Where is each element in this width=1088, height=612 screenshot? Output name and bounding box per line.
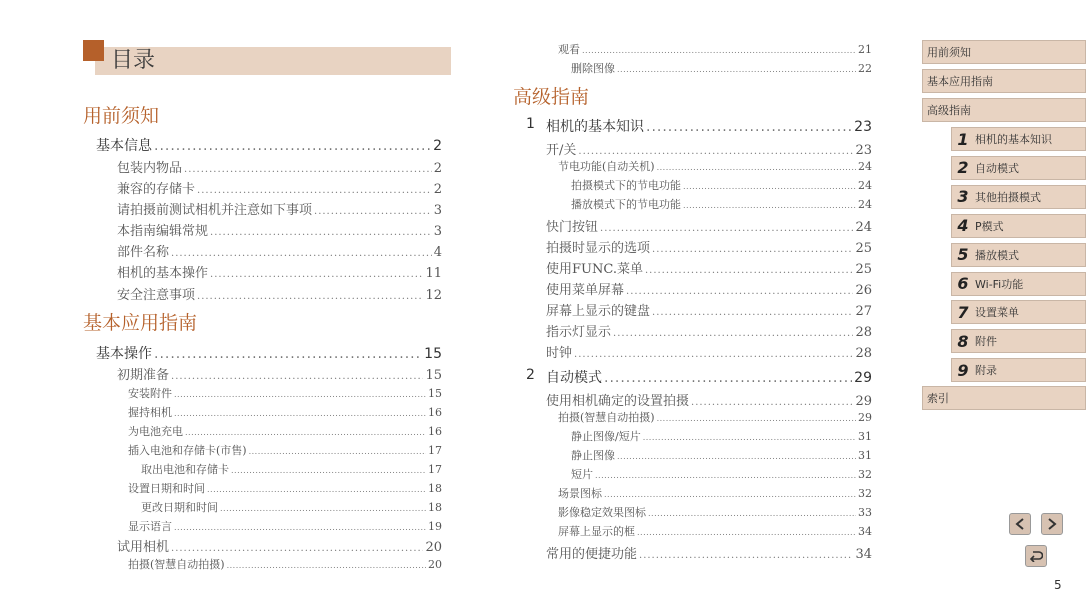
toc-basic-guide-entry[interactable] [117, 536, 442, 555]
toc-entry-title: 静止图像 [571, 449, 615, 462]
toc-entry-page: 2 [433, 182, 442, 197]
toc-entry-page: 17 [428, 463, 442, 476]
nav-chapter-number: 7 [957, 302, 969, 322]
toc-leader-dots [174, 523, 426, 532]
toc-chapter-2-entry[interactable] [558, 523, 872, 539]
section-heading-before-use[interactable]: 用前须知 [83, 105, 160, 127]
nav-chapter-number: 9 [957, 360, 969, 380]
toc-entry-page: 3 [433, 203, 442, 218]
toc-before-use-entry[interactable] [96, 135, 442, 155]
page-number: 5 [1054, 578, 1062, 592]
toc-leader-dots [617, 65, 856, 74]
toc-entry-title: 为电池充电 [128, 425, 183, 438]
toc-entry-page: 34 [858, 525, 872, 538]
toc-leader-dots [171, 371, 423, 382]
toc-leader-dots [174, 390, 426, 399]
toc-chapter-1-title: 相机的基本知识 [546, 119, 644, 135]
toc-entry-title: 使用相机确定的设置拍摄 [546, 394, 690, 409]
toc-entry-page: 3 [433, 224, 442, 239]
toc-entry-title: 拍摄(智慧自动拍摄) [558, 411, 655, 424]
toc-leader-dots [231, 466, 426, 475]
toc-entry-page: 28 [855, 325, 872, 340]
toc-before-use-entry[interactable] [117, 157, 442, 176]
toc-entry-page: 24 [858, 160, 872, 173]
toc-entry-title: 短片 [571, 468, 593, 481]
toc-entry-title: 初期准备 [117, 368, 170, 383]
toc-leader-dots [174, 409, 426, 418]
toc-before-use-entry[interactable] [117, 220, 442, 239]
toc-entry-page: 24 [855, 220, 872, 235]
nav-chapter-label: 播放模式 [975, 248, 1019, 262]
next-page-icon [1046, 518, 1058, 530]
toc-entry-title: 快门按钮 [546, 220, 599, 235]
toc-leader-dots [574, 349, 853, 360]
toc-leader-dots [652, 307, 853, 318]
nav-chapter-label: 附件 [975, 335, 997, 349]
nav-chapter-5[interactable] [951, 243, 1086, 267]
toc-entry-title: 插入电池和存储卡(市售) [128, 444, 247, 457]
toc-leader-dots [645, 265, 853, 276]
toc-entry-title: 常用的便捷功能 [546, 547, 638, 562]
toc-leader-dots [613, 328, 853, 339]
toc-basic-guide-entry[interactable] [128, 385, 442, 401]
toc-entry-page: 20 [425, 540, 442, 555]
toc-continued-entry[interactable] [571, 60, 872, 76]
toc-leader-dots [171, 543, 423, 554]
nav-chapter-number: 2 [957, 158, 969, 178]
toc-entry-page: 16 [428, 406, 442, 419]
toc-entry-title: 观看 [558, 43, 580, 56]
toc-entry-title: 兼容的存储卡 [117, 182, 196, 197]
toc-leader-dots [154, 138, 431, 154]
toc-basic-guide-entry[interactable] [128, 518, 442, 534]
toc-chapter-2-page: 29 [854, 370, 872, 386]
toc-before-use-entry[interactable] [117, 241, 442, 260]
toc-entry-page: 23 [855, 143, 872, 158]
toc-entry-title: 安全注意事项 [117, 288, 196, 303]
nav-chapter-9[interactable] [951, 358, 1086, 382]
toc-entry-page: 33 [858, 506, 872, 519]
toc-leader-dots [657, 414, 856, 423]
toc-entry-page: 16 [428, 425, 442, 438]
toc-leader-dots [578, 146, 853, 157]
nav-chapter-3[interactable] [951, 185, 1086, 209]
toc-entry-page: 25 [855, 241, 872, 256]
toc-leader-dots [626, 286, 853, 297]
toc-entry-title: 节电功能(自动关机) [558, 160, 655, 173]
toc-chapter-2-title: 自动模式 [546, 370, 602, 386]
nav-chapter-1[interactable] [951, 127, 1086, 151]
toc-basic-guide-entry[interactable] [96, 343, 442, 363]
toc-entry-title: 设置日期和时间 [128, 482, 205, 495]
toc-chapter-2-entry[interactable] [558, 409, 872, 425]
toc-chapter-2-entry[interactable] [558, 504, 872, 520]
toc-entry-title: 开/关 [546, 143, 577, 158]
toc-entry-title: 拍摄(智慧自动拍摄) [128, 558, 225, 571]
toc-entry-page: 17 [428, 444, 442, 457]
toc-chapter-1-entry[interactable] [546, 139, 872, 158]
toc-leader-dots [197, 185, 432, 196]
chapter-2-number: 2 [526, 367, 535, 383]
toc-basic-guide-entry[interactable] [128, 480, 442, 496]
toc-leader-dots [637, 528, 856, 537]
toc-chapter-1-entry[interactable] [546, 216, 872, 235]
toc-basic-guide-entry[interactable] [141, 499, 442, 515]
return-icon [1029, 550, 1043, 562]
toc-chapter-2[interactable] [546, 367, 872, 387]
toc-leader-dots [207, 485, 426, 494]
toc-entry-page: 24 [858, 179, 872, 192]
toc-chapter-1-entry[interactable] [546, 300, 872, 319]
toc-entry-page: 11 [425, 266, 442, 281]
nav-chapter-number: 6 [957, 274, 969, 293]
toc-entry-page: 32 [858, 468, 872, 481]
nav-chapter-2[interactable] [951, 156, 1086, 180]
toc-chapter-1-entry[interactable] [571, 177, 872, 193]
toc-leader-dots [171, 248, 432, 259]
toc-before-use-entry[interactable] [117, 199, 442, 218]
toc-chapter-1-entry[interactable] [546, 321, 872, 340]
toc-entry-title: 屏幕上显示的键盘 [546, 304, 651, 319]
nav-chapter-7[interactable] [951, 300, 1086, 324]
toc-entry-title: 使用菜单屏幕 [546, 283, 625, 298]
toc-leader-dots [184, 164, 432, 175]
toc-entry-title: 显示语言 [128, 520, 172, 533]
toc-continued-entry[interactable] [558, 41, 872, 57]
toc-leader-dots [691, 397, 853, 408]
toc-chapter-1-entry[interactable] [558, 158, 872, 174]
nav-tab-before-use[interactable]: 用前须知 [922, 40, 1086, 64]
toc-chapter-1-entry[interactable] [546, 258, 872, 277]
toc-leader-dots [314, 206, 432, 217]
toc-chapter-2-entry[interactable] [571, 466, 872, 482]
nav-tab-advanced-guide[interactable]: 高级指南 [922, 98, 1086, 122]
toc-entry-title: 静止图像/短片 [571, 430, 641, 443]
toc-entry-page: 18 [428, 482, 442, 495]
toc-entry-title: 试用相机 [117, 540, 170, 555]
nav-chapter-number: 3 [957, 187, 969, 207]
nav-chapter-label: 自动模式 [975, 161, 1019, 175]
nav-chapter-number: 5 [957, 245, 969, 265]
toc-leader-dots [683, 201, 856, 210]
toc-entry-page: 31 [858, 430, 872, 443]
toc-entry-title: 请拍摄前测试相机并注意如下事项 [117, 203, 313, 218]
toc-leader-dots [185, 428, 426, 437]
toc-chapter-1[interactable] [546, 116, 872, 136]
toc-chapter-1-entry[interactable] [546, 237, 872, 256]
toc-entry-title: 播放模式下的节电功能 [571, 198, 681, 211]
toc-entry-page: 21 [858, 43, 872, 56]
nav-chapter-6[interactable] [951, 272, 1086, 296]
toc-leader-dots [249, 447, 426, 456]
toc-entry-title: 时钟 [546, 346, 573, 361]
toc-entry-title: 场景图标 [558, 487, 602, 500]
nav-chapter-label: Wi-Fi功能 [975, 277, 1024, 291]
toc-entry-page: 29 [855, 394, 872, 409]
section-heading-advanced-guide[interactable]: 高级指南 [513, 86, 590, 108]
toc-leader-dots [154, 346, 422, 362]
toc-leader-dots [639, 550, 853, 561]
toc-entry-title: 使用FUNC.菜单 [546, 262, 643, 277]
toc-entry-page: 19 [428, 520, 442, 533]
toc-basic-guide-entry[interactable] [128, 556, 442, 572]
toc-leader-dots [210, 269, 423, 280]
toc-leader-dots [643, 433, 856, 442]
toc-entry-page: 2 [433, 138, 442, 154]
toc-entry-title: 删除图像 [571, 62, 615, 75]
return-button[interactable] [1025, 545, 1047, 567]
toc-chapter-2-entry[interactable] [546, 543, 872, 562]
toc-entry-title: 拍摄模式下的节电功能 [571, 179, 681, 192]
nav-chapter-label: 设置菜单 [975, 306, 1019, 320]
toc-leader-dots [220, 504, 426, 513]
toc-chapter-2-entry[interactable] [546, 390, 872, 409]
nav-tab-basic-guide[interactable]: 基本应用指南 [922, 69, 1086, 93]
toc-leader-dots [227, 561, 426, 570]
toc-basic-guide-entry[interactable] [128, 423, 442, 439]
toc-entry-page: 24 [858, 198, 872, 211]
toc-entry-page: 32 [858, 487, 872, 500]
toc-entry-page: 27 [855, 304, 872, 319]
toc-chapter-1-entry[interactable] [546, 342, 872, 361]
toc-leader-dots [210, 227, 432, 238]
toc-chapter-2-entry[interactable] [558, 485, 872, 501]
toc-entry-title: 指示灯显示 [546, 325, 612, 340]
toc-entry-title: 包装内物品 [117, 161, 183, 176]
nav-chapter-8[interactable] [951, 329, 1086, 353]
chapter-1-number: 1 [526, 116, 535, 132]
toc-leader-dots [652, 244, 853, 255]
nav-chapter-label: 附录 [975, 364, 997, 378]
toc-entry-page: 22 [858, 62, 872, 75]
toc-entry-page: 29 [858, 411, 872, 424]
toc-entry-title: 本指南编辑常规 [117, 224, 209, 239]
toc-leader-dots [600, 223, 853, 234]
toc-leader-dots [197, 291, 423, 302]
nav-tab-index[interactable]: 索引 [922, 386, 1086, 410]
toc-before-use-entry[interactable] [117, 178, 442, 197]
toc-entry-page: 26 [855, 283, 872, 298]
toc-chapter-2-entry[interactable] [571, 447, 872, 463]
toc-leader-dots [657, 163, 856, 172]
section-heading-basic-guide[interactable]: 基本应用指南 [83, 312, 198, 334]
nav-chapter-4[interactable] [951, 214, 1086, 238]
toc-before-use-entry[interactable] [117, 284, 442, 303]
nav-chapter-number: 4 [957, 216, 969, 236]
toc-leader-dots [582, 46, 856, 55]
next-page-button[interactable] [1041, 513, 1063, 535]
toc-entry-title: 取出电池和存储卡 [141, 463, 229, 476]
toc-entry-page: 15 [428, 387, 442, 400]
toc-entry-title: 基本操作 [96, 346, 152, 362]
toc-chapter-1-entry[interactable] [546, 279, 872, 298]
toc-entry-title: 部件名称 [117, 245, 170, 260]
toc-entry-title: 拍摄时显示的选项 [546, 241, 651, 256]
toc-entry-page: 4 [433, 245, 442, 260]
nav-chapter-label: 其他拍摄模式 [975, 190, 1041, 204]
toc-entry-page: 20 [428, 558, 442, 571]
nav-chapter-label: 相机的基本知识 [975, 133, 1052, 146]
toc-leader-dots [617, 452, 856, 461]
toc-entry-page: 2 [433, 161, 442, 176]
toc-before-use-entry[interactable] [117, 262, 442, 281]
toc-entry-title: 影像稳定效果图标 [558, 506, 646, 519]
toc-entry-page: 15 [424, 346, 442, 362]
toc-entry-title: 屏幕上显示的框 [558, 525, 635, 538]
toc-entry-page: 25 [855, 262, 872, 277]
page-title: 目录 [111, 48, 156, 73]
toc-entry-page: 15 [425, 368, 442, 383]
toc-basic-guide-entry[interactable] [128, 404, 442, 420]
nav-chapter-label: P模式 [975, 219, 1004, 233]
toc-entry-page: 34 [855, 547, 872, 562]
toc-basic-guide-entry[interactable] [117, 364, 442, 383]
prev-page-button[interactable] [1009, 513, 1031, 535]
toc-leader-dots [683, 182, 856, 191]
nav-chapter-number: 1 [957, 129, 969, 149]
toc-chapter-2-entry[interactable] [571, 428, 872, 444]
toc-entry-title: 安装附件 [128, 387, 172, 400]
toc-basic-guide-entry[interactable] [128, 442, 442, 458]
title-marker [83, 40, 104, 61]
prev-page-icon [1014, 518, 1026, 530]
toc-entry-title: 握持相机 [128, 406, 172, 419]
nav-chapter-number: 8 [957, 331, 969, 351]
toc-entry-title: 更改日期和时间 [141, 501, 218, 514]
toc-entry-title: 相机的基本操作 [117, 266, 209, 281]
toc-entry-page: 12 [425, 288, 442, 303]
toc-leader-dots [604, 490, 856, 499]
toc-leader-dots [648, 509, 856, 518]
toc-entry-title: 基本信息 [96, 138, 152, 154]
toc-entry-page: 28 [855, 346, 872, 361]
toc-leader-dots [595, 471, 856, 480]
toc-chapter-1-entry[interactable] [571, 196, 872, 212]
toc-basic-guide-entry[interactable] [141, 461, 442, 477]
toc-entry-page: 31 [858, 449, 872, 462]
toc-entry-page: 18 [428, 501, 442, 514]
toc-chapter-1-page: 23 [854, 119, 872, 135]
